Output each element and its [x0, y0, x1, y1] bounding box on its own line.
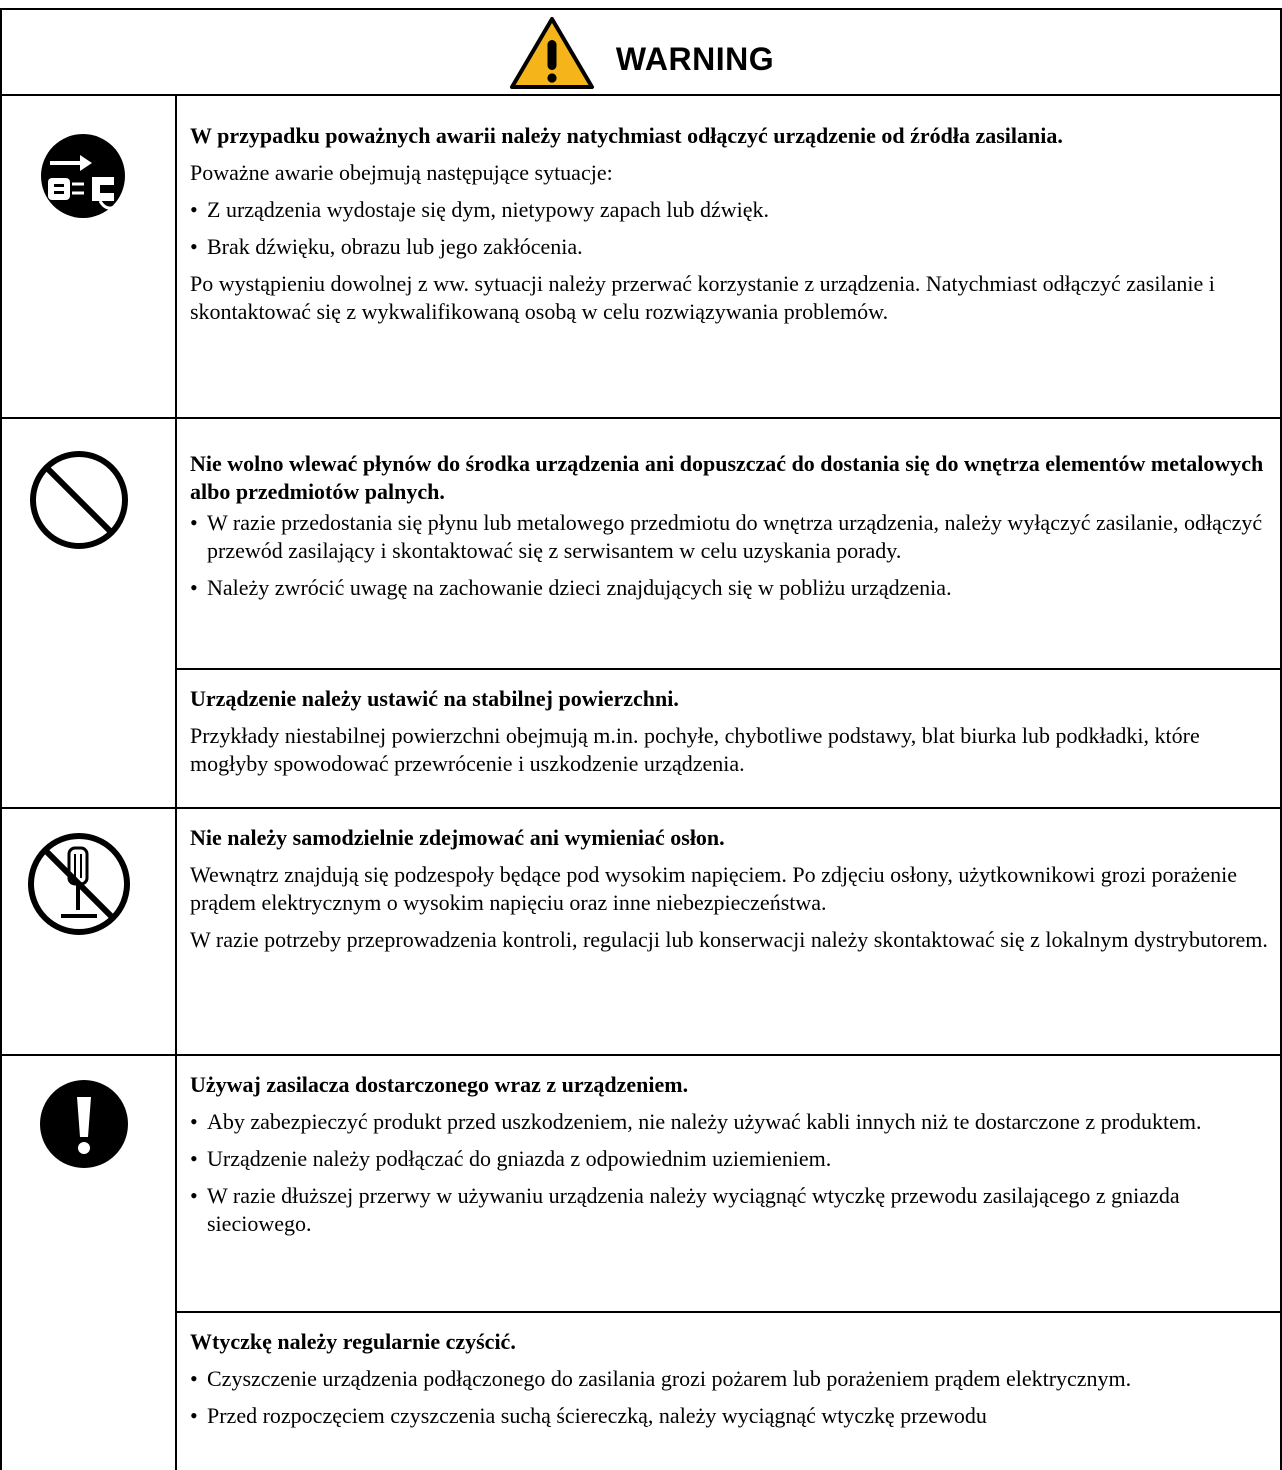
- warning-header: [2, 12, 1280, 94]
- table-border-top: [0, 8, 1282, 10]
- section-heading: Nie należy samodzielnie zdejmować ani wymieniać osłon.: [190, 825, 725, 850]
- section-no-liquids: [190, 450, 1274, 602]
- no-disassembly-icon: [25, 830, 133, 938]
- unplug-power-icon: [40, 133, 126, 219]
- section-intro: Poważne awarie obejmują następujące sytuacje:: [190, 160, 613, 185]
- list-item: • W razie przedostania się płynu lub metalowego przedmiotu do wnętrza urządzenia, należy wyłączyć zasilanie, odłączyć przewód zasilający i skontaktować się z serwisantem w celu uzyskania porady.: [190, 510, 1263, 563]
- list-item: • W razie dłuższej przerwy w używaniu urządzenia należy wyciągnąć wtyczkę przewodu zasilającego z gniazda sieciowego.: [190, 1183, 1180, 1236]
- section-power-adapter: [190, 1071, 1274, 1238]
- section-body: Przykłady niestabilnej powierzchni obejmują m.in. pochyłe, chybotliwe podstawy, blat biurka lub podkładki, które mogłyby spowodować przewrócenie i uszkodzenie urządzenia.: [190, 723, 1200, 776]
- section-stable-surface: [190, 685, 1274, 778]
- list-item: • Przed rozpoczęciem czyszczenia suchą ściereczką, należy wyciągnąć wtyczkę przewodu: [190, 1403, 987, 1428]
- section-heading: Nie wolno wlewać płynów do środka urządzenia ani dopuszczać do dostania się do wnętrza elementów metalowych albo przedmiotów palnych.: [190, 451, 1264, 504]
- row-divider: [175, 1311, 1282, 1313]
- list-item: • Urządzenie należy podłączać do gniazda z odpowiednim uziemieniem.: [190, 1146, 832, 1171]
- list-item: • Z urządzenia wydostaje się dym, nietypowy zapach lub dźwięk.: [190, 197, 770, 222]
- section-clean-plug: [190, 1328, 1274, 1430]
- section-heading: W przypadku poważnych awarii należy natychmiast odłączyć urządzenie od źródła zasilania.: [190, 123, 1063, 148]
- column-divider: [175, 94, 177, 1470]
- list-item: • Aby zabezpieczyć produkt przed uszkodzeniem, nie należy używać kabli innych niż te dostarczone z produktem.: [190, 1109, 1202, 1134]
- row-divider: [0, 417, 1282, 419]
- section-heading: Wtyczkę należy regularnie czyścić.: [190, 1329, 516, 1354]
- table-border-left: [0, 8, 2, 1470]
- row-divider: [0, 1054, 1282, 1056]
- section-heading: Urządzenie należy ustawić na stabilnej powierzchni.: [190, 686, 679, 711]
- section-heading: Używaj zasilacza dostarczonego wraz z urządzeniem.: [190, 1072, 689, 1097]
- section-serious-faults: [190, 122, 1274, 326]
- header-title: WARNING: [615, 40, 775, 77]
- section-outro: Po wystąpieniu dowolnej z ww. sytuacji należy przerwać korzystanie z urządzenia. Natychmiast odłączyć zasilanie i skontaktować się z wykwalifikowaną osobą w celu rozwiązywania problemów.: [190, 271, 1215, 324]
- list-item: • Brak dźwięku, obrazu lub jego zakłócenia.: [190, 234, 583, 259]
- warning-triangle-icon: [508, 14, 596, 92]
- prohibited-icon: [27, 448, 131, 552]
- section-body: W razie potrzeby przeprowadzenia kontroli, regulacji lub konserwacji należy skontaktować się z lokalnym dystrybutorem.: [190, 927, 1268, 952]
- row-divider: [0, 807, 1282, 809]
- list-item: • Czyszczenie urządzenia podłączonego do zasilania grozi pożarem lub porażeniem prądem elektrycznym.: [190, 1366, 1132, 1391]
- section-body: Wewnątrz znajdują się podzespoły będące pod wysokim napięciem. Po zdjęciu osłony, użytkownikowi grozi porażenie prądem elektrycznym o wysokim napięciu oraz inne niebezpieczeństwa.: [190, 862, 1237, 915]
- exclamation-icon: [39, 1079, 129, 1169]
- section-covers: [190, 824, 1274, 954]
- row-divider: [175, 668, 1282, 670]
- list-item: • Należy zwrócić uwagę na zachowanie dzieci znajdujących się w pobliżu urządzenia.: [190, 575, 952, 600]
- header-divider: [0, 94, 1282, 96]
